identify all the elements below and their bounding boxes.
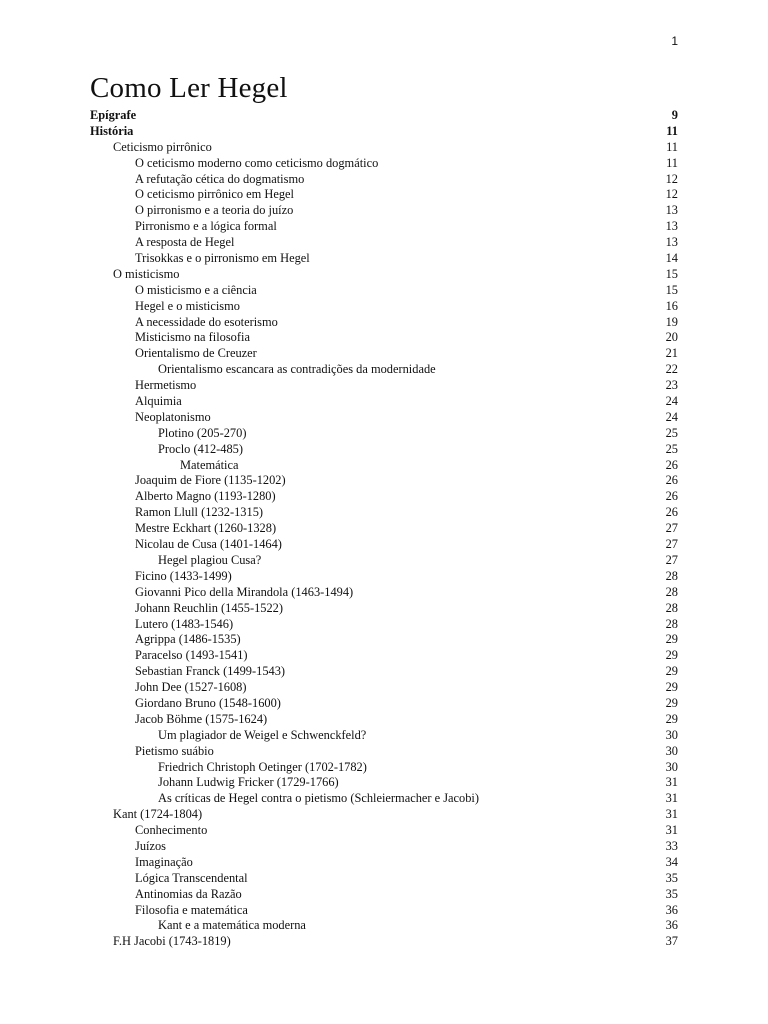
toc-entry-title: Orientalismo escancara as contradições da modernidade [158,362,436,377]
toc-entry-page: 37 [665,934,678,949]
toc-entry[interactable] [90,140,678,156]
toc-entry[interactable] [90,760,678,776]
toc-entry-title: Trisokkas e o pirronismo em Hegel [135,251,310,266]
toc-entry-page: 25 [665,425,678,440]
toc-entry-page: 26 [665,473,678,488]
toc-entry-title: Kant e a matemática moderna [158,918,306,933]
toc-entry[interactable] [90,235,678,251]
toc-entry-title: Agrippa (1486-1535) [135,632,241,647]
toc-entry-title: História [90,123,134,138]
toc-entry-page: 22 [665,362,678,377]
toc-entry-title: Misticismo na filosofia [135,330,250,345]
toc-entry[interactable] [90,855,678,871]
toc-entry[interactable] [90,473,678,489]
toc-entry-page: 25 [665,441,678,456]
toc-entry-title: Lutero (1483-1546) [135,616,234,631]
toc-entry-page: 19 [665,314,678,329]
toc-entry-title: Johann Reuchlin (1455-1522) [135,600,283,615]
toc-entry[interactable] [90,410,678,426]
toc-entry-title: Neoplatonismo [135,409,211,424]
toc-entry[interactable] [90,267,678,283]
toc-entry-title: O pirronismo e a teoria do juízo [135,203,294,218]
toc-entry[interactable] [90,553,678,569]
toc-entry-title: Proclo (412-485) [158,441,243,456]
toc-entry-title: Alberto Magno (1193-1280) [135,489,276,504]
toc-entry[interactable] [90,505,678,521]
toc-entry[interactable] [90,203,678,219]
toc-entry-title: Matemática [180,457,239,472]
toc-entry-title: Hermetismo [135,378,197,393]
toc-entry-page: 11 [666,139,678,154]
toc-entry[interactable] [90,871,678,887]
toc-entry[interactable] [90,807,678,823]
toc-entry-title: A refutação cética do dogmatismo [135,171,305,186]
toc-entry-page: 16 [665,298,678,313]
toc-entry[interactable] [90,601,678,617]
toc-entry-page: 27 [665,537,678,552]
toc-entry[interactable] [90,839,678,855]
toc-entry[interactable] [90,632,678,648]
toc-entry-title: O ceticismo moderno como ceticismo dogmático [135,155,379,170]
toc-entry-title: A necessidade do esoterismo [135,314,278,329]
toc-entry-page: 35 [665,886,678,901]
toc-entry-title: O misticismo [113,266,180,281]
toc-entry-page: 15 [665,266,678,281]
toc-entry-title: O ceticismo pirrônico em Hegel [135,187,294,202]
toc-entry-page: 31 [665,775,678,790]
toc-entry-title: Hegel e o misticismo [135,298,240,313]
toc-entry-title: Lógica Transcendental [135,870,248,885]
toc-entry[interactable] [90,330,678,346]
toc-entry[interactable] [90,362,678,378]
toc-entry[interactable] [90,315,678,331]
toc-entry-page: 29 [665,711,678,726]
toc-entry-page: 13 [665,219,678,234]
toc-entry[interactable] [90,426,678,442]
document-title: Como Ler Hegel [90,72,288,104]
toc-entry[interactable] [90,299,678,315]
toc-entry[interactable] [90,283,678,299]
toc-entry[interactable] [90,617,678,633]
toc-entry-page: 9 [671,108,678,122]
toc-entry-page: 29 [665,680,678,695]
toc-entry-page: 21 [665,346,678,361]
toc-entry-title: Paracelso (1493-1541) [135,648,248,663]
toc-entry-page: 29 [665,648,678,663]
toc-entry-page: 11 [666,123,678,138]
toc-entry-title: Plotino (205-270) [158,425,247,440]
toc-entry-page: 13 [665,235,678,250]
toc-entry-title: Mestre Eckhart (1260-1328) [135,521,277,536]
toc-entry-page: 15 [665,282,678,297]
toc-entry[interactable] [90,680,678,696]
toc-entry-title: Giovanni Pico della Mirandola (1463-1494) [135,584,354,599]
toc-entry-title: Um plagiador de Weigel e Schwenckfeld? [158,727,367,742]
toc-entry[interactable] [90,219,678,235]
toc-entry-title: Ramon Llull (1232-1315) [135,505,264,520]
toc-entry[interactable] [90,585,678,601]
toc-entry-page: 12 [665,171,678,186]
toc-entry-page: 23 [665,378,678,393]
toc-entry[interactable] [90,187,678,203]
toc-entry[interactable] [90,156,678,172]
toc-entry-title: F.H Jacobi (1743-1819) [113,934,231,949]
toc-entry-page: 36 [665,918,678,933]
toc-entry-page: 28 [665,616,678,631]
toc-entry-title: Johann Ludwig Fricker (1729-1766) [158,775,339,790]
toc-entry-page: 34 [665,854,678,869]
toc-entry-title: Ficino (1433-1499) [135,568,232,583]
table-of-contents [90,108,678,950]
toc-entry-title: Friedrich Christoph Oetinger (1702-1782) [158,759,367,774]
toc-entry[interactable] [90,791,678,807]
toc-entry-title: Ceticismo pirrônico [113,139,212,154]
toc-entry-page: 35 [665,870,678,885]
toc-entry[interactable] [90,346,678,362]
toc-entry-page: 29 [665,695,678,710]
toc-entry-page: 33 [665,838,678,853]
toc-entry[interactable] [90,744,678,760]
toc-entry-page: 27 [665,552,678,567]
toc-entry[interactable] [90,823,678,839]
toc-entry-page: 28 [665,584,678,599]
toc-entry-title: Orientalismo de Creuzer [135,346,257,361]
toc-entry-page: 28 [665,568,678,583]
toc-entry-page: 27 [665,521,678,536]
toc-entry-title: Jacob Böhme (1575-1624) [135,711,268,726]
toc-entry[interactable] [90,394,678,410]
toc-entry-title: Giordano Bruno (1548-1600) [135,695,281,710]
toc-entry[interactable] [90,124,678,140]
toc-entry[interactable] [90,172,678,188]
toc-entry-title: Juízos [135,838,166,853]
toc-entry[interactable] [90,108,678,124]
toc-entry-title: Imaginação [135,854,193,869]
toc-entry-title: Hegel plagiou Cusa? [158,552,262,567]
toc-entry-page: 30 [665,759,678,774]
toc-entry-title: Alquimia [135,394,182,409]
toc-entry-page: 26 [665,505,678,520]
toc-entry-title: Pirronismo e a lógica formal [135,219,277,234]
toc-entry[interactable] [90,442,678,458]
toc-entry[interactable] [90,887,678,903]
toc-entry-title: Filosofia e matemática [135,902,248,917]
toc-entry-title: Pietismo suábio [135,743,214,758]
toc-entry-page: 29 [665,632,678,647]
toc-entry[interactable] [90,903,678,919]
toc-entry-page: 11 [666,155,678,170]
toc-entry[interactable] [90,569,678,585]
toc-entry-page: 30 [665,727,678,742]
page-number: 1 [671,34,678,48]
toc-entry[interactable] [90,251,678,267]
toc-entry[interactable] [90,521,678,537]
toc-entry-page: 14 [665,251,678,266]
toc-entry[interactable] [90,664,678,680]
toc-entry-page: 26 [665,457,678,472]
toc-entry-title: Epígrafe [90,108,137,122]
toc-entry-title: Sebastian Franck (1499-1543) [135,664,286,679]
toc-entry-title: A resposta de Hegel [135,235,235,250]
toc-entry-page: 31 [665,807,678,822]
toc-entry[interactable] [90,728,678,744]
toc-entry-title: John Dee (1527-1608) [135,680,247,695]
toc-entry-page: 36 [665,902,678,917]
toc-entry[interactable] [90,696,678,712]
toc-entry[interactable] [90,648,678,664]
toc-entry-title: Conhecimento [135,823,208,838]
toc-entry-page: 24 [665,409,678,424]
toc-entry[interactable] [90,775,678,791]
toc-entry-title: As críticas de Hegel contra o pietismo (Schleiermacher e Jacobi) [158,791,479,806]
toc-entry-title: Nicolau de Cusa (1401-1464) [135,537,282,552]
toc-entry[interactable] [90,458,678,474]
toc-entry-title: Joaquim de Fiore (1135-1202) [135,473,286,488]
toc-entry-page: 26 [665,489,678,504]
toc-entry-page: 29 [665,664,678,679]
toc-entry[interactable] [90,934,678,950]
toc-entry-page: 30 [665,743,678,758]
toc-entry-page: 12 [665,187,678,202]
toc-entry-page: 28 [665,600,678,615]
toc-entry[interactable] [90,712,678,728]
toc-entry-page: 13 [665,203,678,218]
toc-entry-page: 20 [665,330,678,345]
toc-entry-page: 31 [665,823,678,838]
toc-entry[interactable] [90,378,678,394]
toc-entry-page: 24 [665,394,678,409]
toc-entry[interactable] [90,918,678,934]
toc-entry-title: Kant (1724-1804) [113,807,203,822]
toc-entry-page: 31 [665,791,678,806]
toc-entry[interactable] [90,489,678,505]
toc-entry-title: Antinomias da Razão [135,886,242,901]
toc-entry-title: O misticismo e a ciência [135,282,257,297]
toc-entry[interactable] [90,537,678,553]
